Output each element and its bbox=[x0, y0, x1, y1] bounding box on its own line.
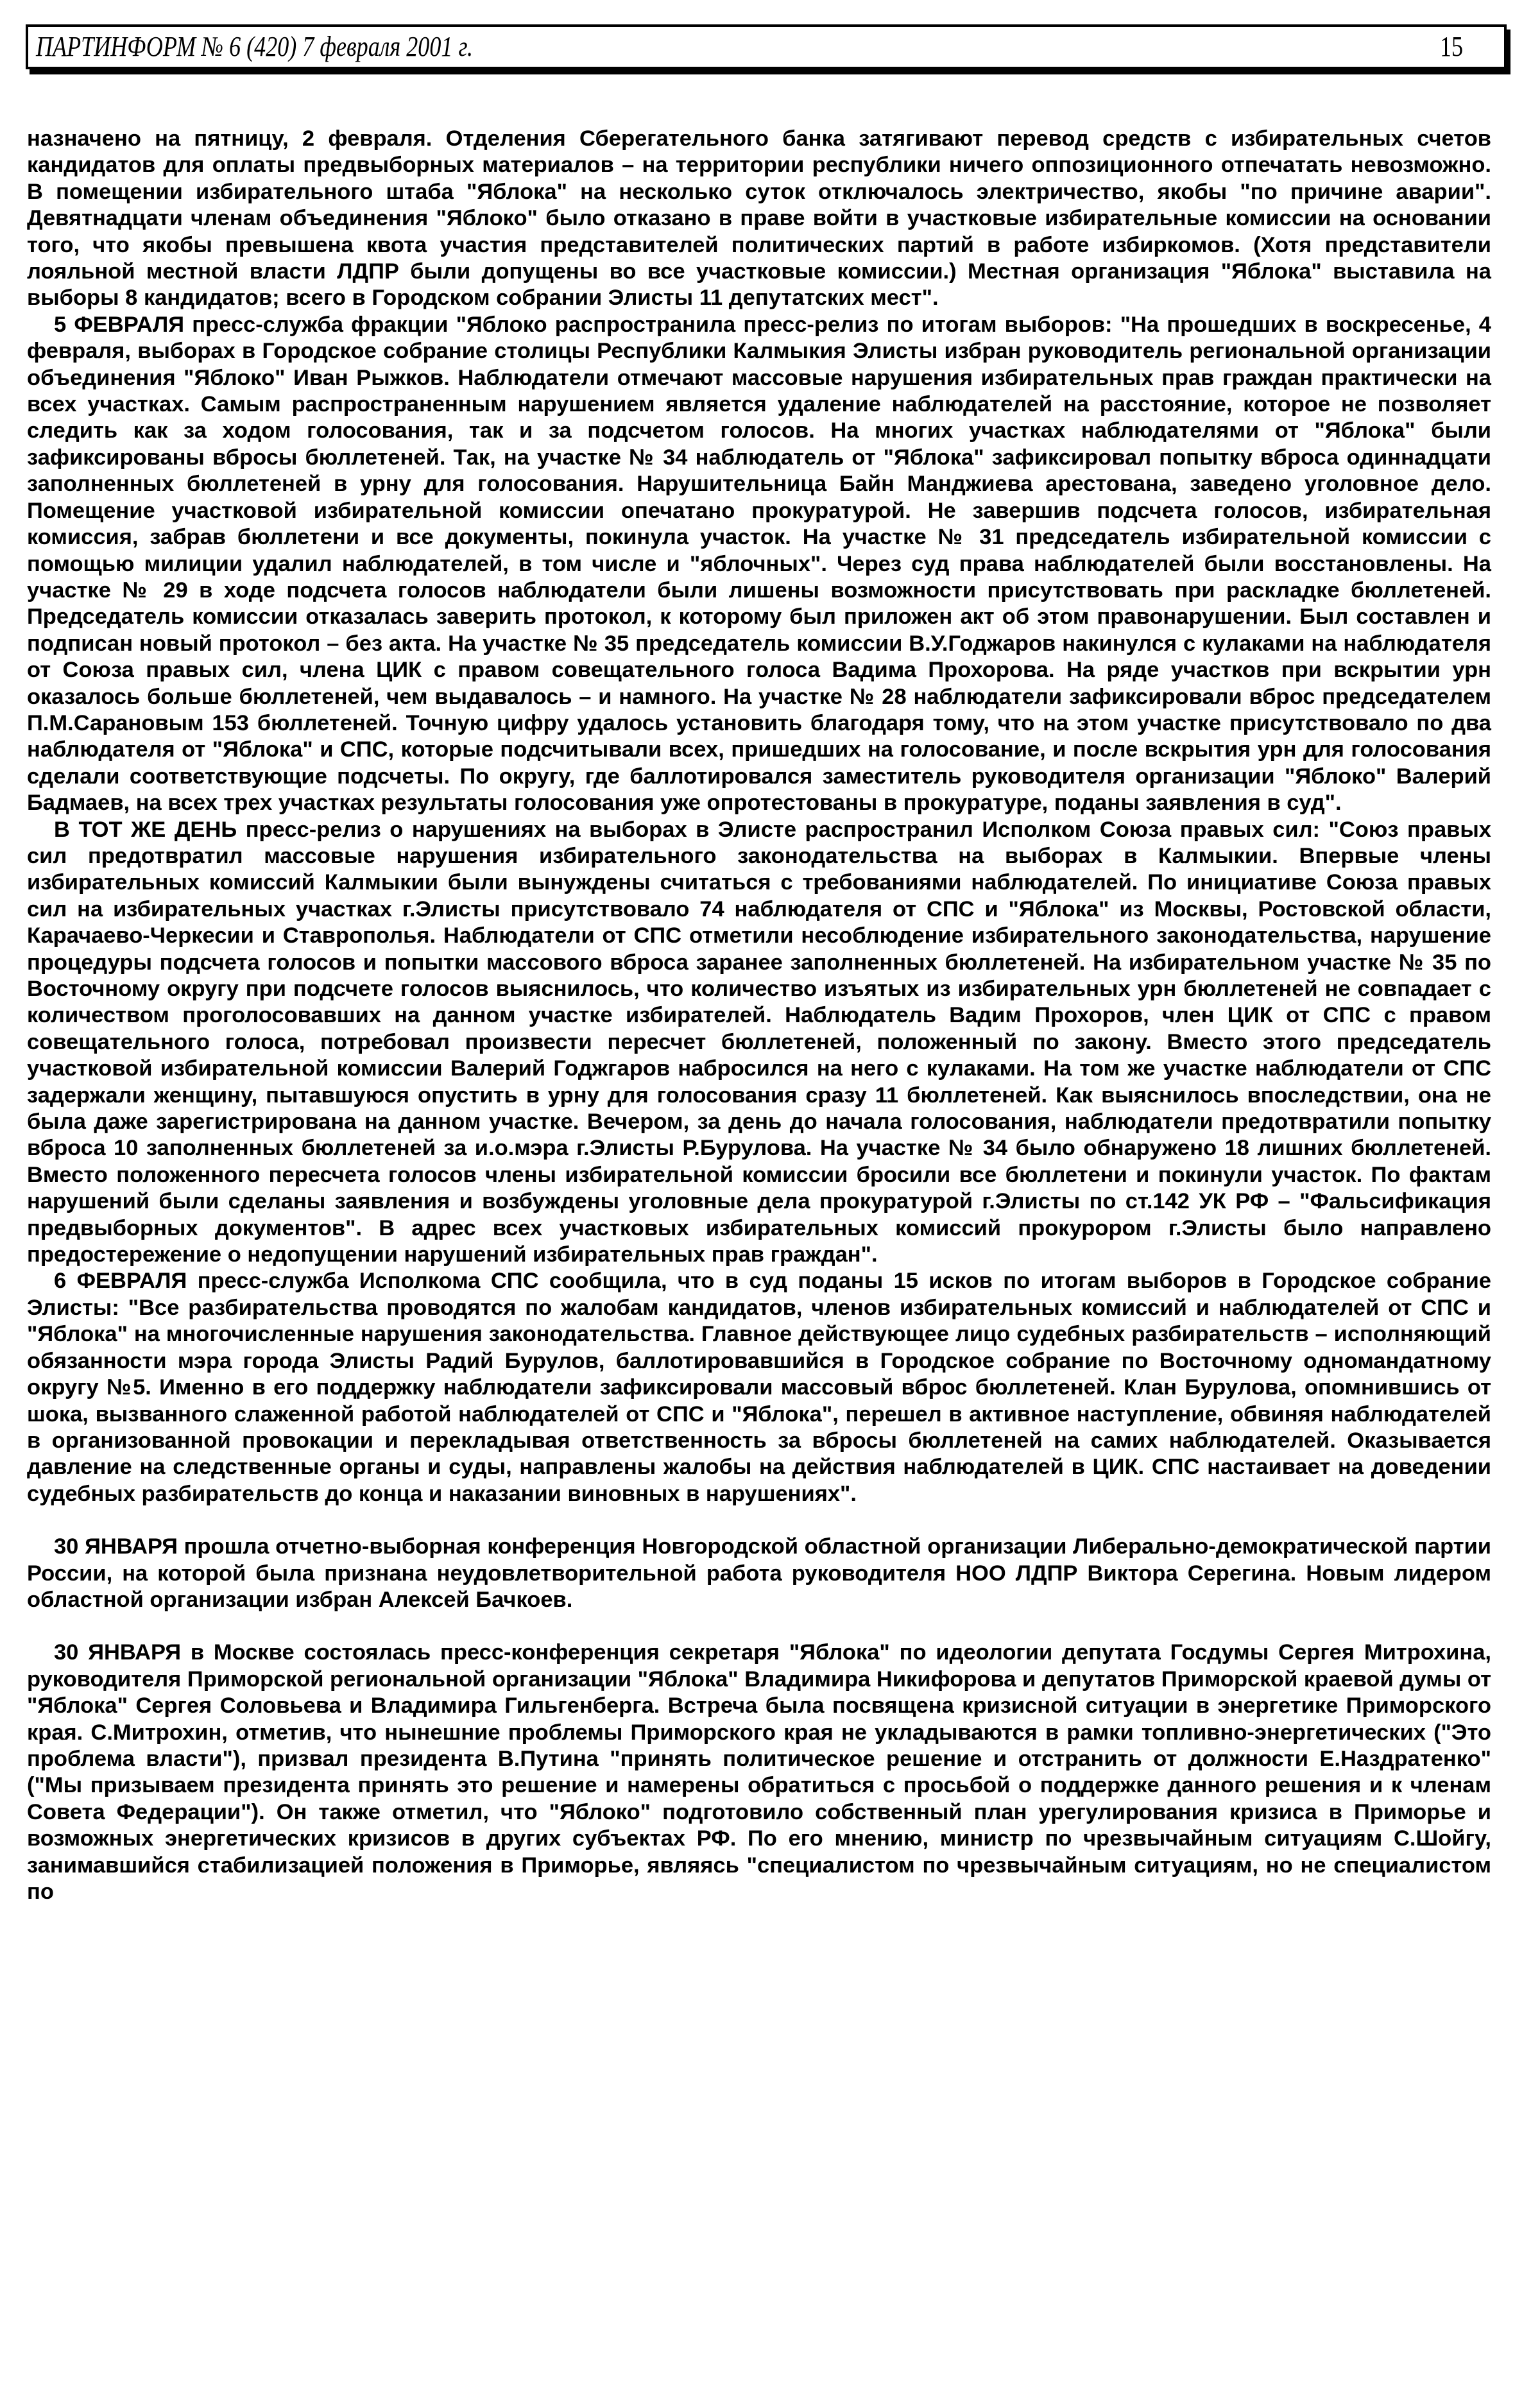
page-header bbox=[26, 24, 1507, 69]
paragraph bbox=[27, 312, 1491, 817]
publication-title: ПАРТИНФОРМ № 6 (420) 7 февраля 2001 г. bbox=[36, 31, 474, 62]
paragraph bbox=[27, 126, 1491, 312]
paragraph-lead: 30 ЯНВАРЯ bbox=[54, 1640, 181, 1665]
paragraph-lead: 30 ЯНВАРЯ bbox=[54, 1534, 178, 1559]
paragraph-text: в Москве состоялась пресс-конференция секретаря "Яблока" по идеологии депутата Госдумы Сергея Митрохина, руководителя Приморской региональной организации "Яблока" Владимира Никифорова и депутатов Приморской краевой думы от "Яблока" Сергея Соловьева и Владимира Гильгенберга. Встреча была посвящена кризисной ситуации в энергетике Приморского края. С.Митрохин, отметив, что нынешние проблемы Приморского края не укладываются в рамки топливно-энергетических ("Это проблема власти"), призвал президента В.Путина "принять политическое решение и отстранить от должности Е.Наздратенко" ("Мы призываем президента принять это решение и намерены обратиться с просьбой о поддержке данного решения и к членам Совета Федерации"). Он также отметил, что "Яблоко" подготовило собственный план урегулирования кризиса в Приморье и возможных энергетических кризисов в других субъектах РФ. По его мнению, министр по чрезвычайным ситуациям С.Шойгу, занимавшийся стабилизацией положения в Приморье, являясь "специалистом по чрезвычайным ситуациям, но не специалистом по bbox=[27, 1640, 1491, 1904]
paragraph bbox=[27, 1640, 1491, 1905]
paragraph-lead: В ТОТ ЖЕ ДЕНЬ bbox=[54, 817, 237, 842]
paragraph bbox=[27, 1268, 1491, 1507]
paragraph-text: назначено на пятницу, 2 февраля. Отделения Сберегательного банка затягивают перевод средств с избирательных счетов кандидатов для оплаты предвыборных материалов – на территории республики ничего оппозиционного отпечатать невозможно. В помещении избирательного штаба "Яблока" на несколько суток отключалось электричество, якобы "по причине аварии". Девятнадцати членам объединения "Яблоко" было отказано в праве войти в участковые избирательные комиссии на основании того, что якобы превышена квота участия представителей политических партий в работе избиркомов. (Хотя представители лояльной местной власти ЛДПР были допущены во все участковые комиссии.) Местная организация "Яблока" выставила на выборы 8 кандидатов; всего в Городском собрании Элисты 11 депутатских мест". bbox=[27, 126, 1491, 311]
paragraph-text: пресс-служба фракции "Яблоко распространила пресс-релиз по итогам выборов: "На прошедших в воскресенье, 4 февраля, выборах в Городское собрание столицы Республики Калмыкия Элисты избран руководитель региональной организации объединения "Яблоко" Иван Рыжков. Наблюдатели отмечают массовые нарушения избирательных прав граждан практически на всех участках. Самым распространенным нарушением является удаление наблюдателей на расстояние, которое не позволяет следить как за ходом голосования, так и за подсчетом голосов. На многих участках наблюдателями от "Яблока" были зафиксированы вбросы бюллетеней. Так, на участке № 34 наблюдатель от "Яблока" зафиксировал попытку вброса одиннадцати заполненных бюллетеней в урну для голосования. Нарушительница Байн Манджиева арестована, заведено уголовное дело. Помещение участковой избирательной комиссии опечатано прокуратурой. Не завершив подсчета голосов, избирательная комиссия, забрав бюллетени и все документы, покинула участок. На участке № 31 председатель избирательной комиссии с помощью милиции удалил наблюдателей, в том числе и "яблочных". Через суд права наблюдателей были восстановлены. На участке № 29 в ходе подсчета голосов наблюдатели были лишены возможности присутствовать при раскладке бюллетеней. Председатель комиссии отказалась заверить протокол, к которому был приложен акт об этом правонарушении. Был составлен и подписан новый протокол – без акта. На участке № 35 председатель комиссии В.У.Годжаров накинулся с кулаками на наблюдателя от Союза правых сил, члена ЦИК с правом совещательного голоса Вадима Прохорова. На ряде участков при вскрытии урн оказалось больше бюллетеней, чем выдавалось – и намного. На участке № 28 наблюдатели зафиксировали вброс председателем П.М.Сарановым 153 бюллетеней. Точную цифру удалось установить благодаря тому, что на этом участке присутствовало по два наблюдателя от "Яблока" и СПС, которые подсчитывали всех, пришедших на голосование, и после вскрытия урн для голосования сделали соответствующие подсчеты. По округу, где баллотировался заместитель руководителя организации "Яблоко" Валерий Бадмаев, на всех трех участках результаты голосования уже опротестованы в прокуратуре, поданы заявления в суд". bbox=[27, 312, 1491, 816]
paragraph-text: пресс-релиз о нарушениях на выборах в Элисте распространил Исполком Союза правых сил: "Союз правых сил предотвратил массовые нарушения избирательного законодательства на выборах в Калмыкии. Впервые члены избирательных комиссий Калмыкии были вынуждены считаться с требованиями наблюдателей. По инициативе Союза правых сил на избирательных участках г.Элисты присутствовало 74 наблюдателя от СПС и "Яблока" из Москвы, Ростовской области, Карачаево-Черкесии и Ставрополья. Наблюдатели от СПС отметили несоблюдение избирательного законодательства, нарушение процедуры подсчета голосов и попытки массового вброса заранее заполненных бюллетеней. На избирательном участке № 35 по Восточному округу при подсчете голосов выяснилось, что количество изъятых из избирательных урн бюллетеней не совпадает с количеством проголосовавших на данном участке избирателей. Наблюдатель Вадим Прохоров, член ЦИК от СПС с правом совещательного голоса, потребовал произвести пересчет бюллетеней, положенный по закону. Вместо этого председатель участковой избирательной комиссии Валерий Годжгаров набросился на него с кулаками. На том же участке наблюдатели от СПС задержали женщину, пытавшуюся опустить в урну для голосования сразу 11 бюллетеней. Как выяснилось впоследствии, она не была даже зарегистрирована на данном участке. Вечером, за день до начала голосования, наблюдатели предотвратили попытку вброса 10 заполненных бюллетеней за и.о.мэра г.Элисты Р.Бурулова. На участке № 34 было обнаружено 18 лишних бюллетеней. Вместо положенного пересчета голосов члены избирательной комиссии бросили все бюллетени и покинули участок. По фактам нарушений были сделаны заявления и возбуждены уголовные дела прокуратурой г.Элисты по ст.142 УК РФ – "Фальсификация предвыборных документов". В адрес всех участковых избирательных комиссий прокурором г.Элисты было направлено предостережение о недопущении нарушений избирательных прав граждан". bbox=[27, 817, 1491, 1267]
paragraph-text: пресс-служба Исполкома СПС сообщила, что в суд поданы 15 исков по итогам выборов в Городское собрание Элисты: "Все разбирательства проводятся по жалобам кандидатов, членов избирательных комиссий и наблюдателей от СПС и "Яблока" на многочисленные нарушения законодательства. Главное действующее лицо судебных разбирательств – исполняющий обязанности мэра города Элисты Радий Бурулов, баллотировавшийся в Городское собрание по Восточному одномандатному округу №5. Именно в его поддержку наблюдатели зафиксировали массовый вброс бюллетеней. Клан Бурулова, опомнившись от шока, вызванного слаженной работой наблюдателей от СПС и "Яблока", перешел в активное наступление, обвиняя наблюдателей в организованной провокации и перекладывая ответственность за вбросы бюллетеней на самих наблюдателей. Оказывается давление на следственные органы и суды, направлены жалобы на действия наблюдателей в ЦИК. СПС настаивает на доведении судебных разбирательств до конца и наказании виновных в нарушениях". bbox=[27, 1269, 1491, 1506]
page-number: 15 bbox=[1439, 31, 1464, 62]
paragraph-lead: 6 ФЕВРАЛЯ bbox=[54, 1269, 187, 1294]
article-body bbox=[27, 126, 1491, 1905]
paragraph-lead: 5 ФЕВРАЛЯ bbox=[54, 312, 185, 337]
paragraph bbox=[27, 1534, 1491, 1613]
paragraph-text: прошла отчетно-выборная конференция Новгородской областной организации Либерально-демократической партии России, на которой была признана неудовлетворительной работа руководителя НОО ЛДПР Виктора Серегина. Новым лидером областной организации избран Алексей Бачкоев. bbox=[27, 1534, 1491, 1612]
paragraph bbox=[27, 817, 1491, 1269]
